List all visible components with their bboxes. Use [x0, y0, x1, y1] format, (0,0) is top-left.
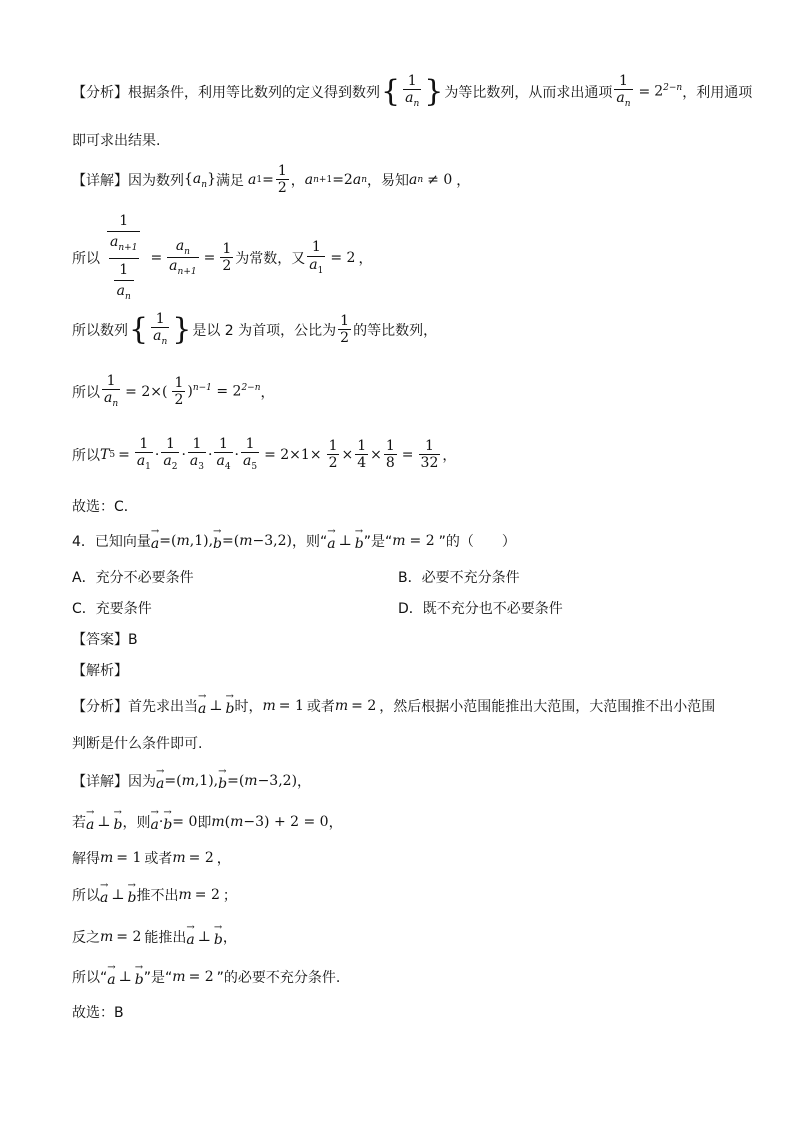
fraction-1-over-an: $\frac{1}{a_n}$	[405, 73, 420, 110]
detail-line-5: 所以 T 5 = $\frac{1}{a_1}$ · $\frac{1}{a_2}$ · $\frac{1}{a_3}$ · $\frac{1}{a_4}$ · $\frac{1}{a_5}$ = 2×1× $\frac{1}{2}$ × $\frac{1}{4}$ × $\frac{1}{8}$ = $\frac{1}{32}$ ，	[72, 436, 457, 473]
analysis-line-1: 【分析】 根据条件，利用等比数列的定义得到数列 { $\frac{1}{a_n}$ } 为等比数列，从而求出通项 $\frac{1}{a_n}$ = $2^{2-n}$ ，利用通项	[72, 73, 753, 110]
option-b: B．必要不充分条件	[398, 570, 520, 586]
option-c: C．充要条件	[72, 601, 152, 617]
detail-tag: 【详解】	[72, 173, 128, 190]
detail-2-line-3: 解得 m = 1 或者 m = 2 ，	[72, 850, 231, 867]
text: 为等比数列，从而求出通项	[444, 84, 613, 101]
detail-line-2: 所以 $\frac{\frac{1}{a_{n+1}}}{\frac{1}{a_n}}$ = $\frac{a_n}{a_{n+1}}$ = $\frac{1}{2}$ 为常数，又 $\frac{1}{a_1}$ = 2 ，	[72, 210, 372, 306]
answer-line: 【答案】B	[72, 632, 138, 648]
detail-2-line-6: 所以“ → a ⊥ → b ”是“ m = 2 ”的必要不充分条件.	[72, 966, 340, 988]
detail-line-1: 【详解】 因为数列 $\{a_n\}$ 满足 a 1 = $\frac{1}{2}$ ， a n +1 =2 a n ，易知 a n ≠ 0 ，	[72, 163, 471, 197]
option-d: D．既不充分也不必要条件	[398, 601, 563, 617]
question-4-stem: 4．已知向量 → a = ( m ,1), → b = ( m −3,2) ，则“ → a ⊥ → b ”是“ m = 2 ”的（ ）	[72, 530, 516, 552]
text: ，利用通项	[682, 84, 753, 101]
choose-line-1: 故选：C．	[72, 499, 138, 515]
text: 根据条件，利用等比数列的定义得到数列	[128, 84, 380, 101]
fraction-1-over-an: $\frac{1}{a_n}$	[616, 73, 631, 110]
detail-line-3: 所以数列 { $\frac{1}{a_n}$ } 是以 2 为首项，公比为 $\frac{1}{2}$ 的等比数列，	[72, 311, 438, 348]
detail-line-4: 所以 $\frac{1}{a_n}$ = 2×( $\frac{1}{2}$ )$^{n-1} = 2^{2-n}$ ，	[72, 373, 275, 410]
detail-2-line-4: 所以 → a ⊥ → b 推不出 m = 2 ；	[72, 884, 237, 906]
analysis-line-2: 即可求出结果.	[72, 133, 161, 149]
analysis-header: 【解析】	[72, 663, 128, 679]
detail-2-line-5: 反之 m = 2 能推出 → a ⊥ → b ，	[72, 926, 237, 948]
analysis-2-line-2: 判断是什么条件即可.	[72, 736, 203, 752]
detail-2-line-1: 【详解】 因为 → a = ( m ,1), → b = ( m −3,2) ，	[72, 770, 311, 792]
option-a: A．充分不必要条件	[72, 570, 194, 586]
choose-line-2: 故选：B	[72, 1005, 124, 1021]
analysis-2-line-1: 【分析】 首先求出当 → a ⊥ → b 时， m = 1 或者 m = 2 ，然后根据小范围能推出大范围，大范围推不出小范围	[72, 695, 715, 717]
detail-2-line-2: 若 → a ⊥ → b ，则 → a · → b = 0 即 m ( m −3) + 2 = 0 ，	[72, 811, 343, 833]
analysis-tag: 【分析】	[72, 84, 128, 101]
